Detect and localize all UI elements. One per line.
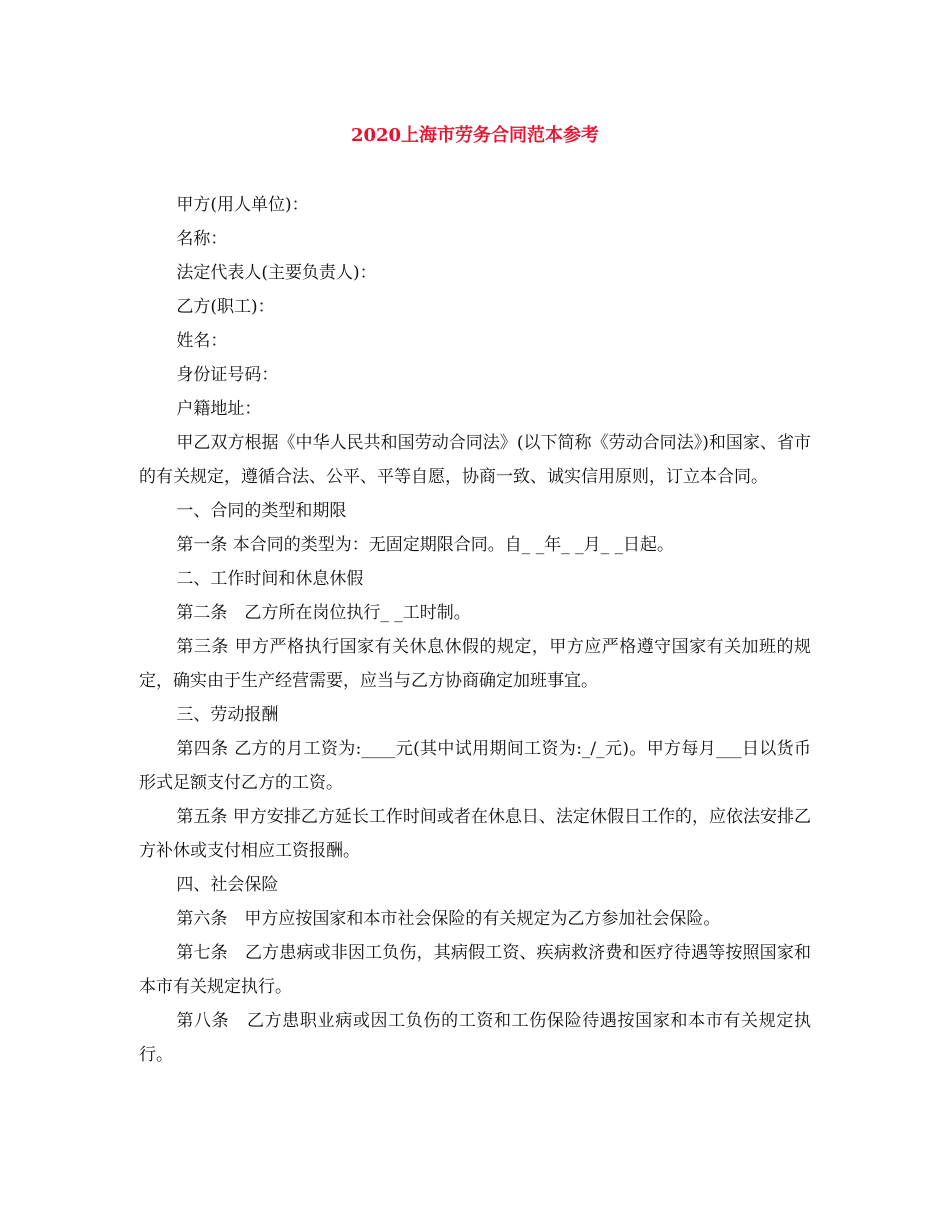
article-2: 第二条 乙方所在岗位执行_ _工时制。 — [176, 603, 471, 623]
id-number-field: 身份证号码： — [176, 365, 279, 385]
section-heading-contract-type: 一、合同的类型和期限 — [176, 501, 347, 521]
party-a-heading: 甲方(用人单位)： — [176, 195, 309, 215]
section-heading-social-insurance: 四、社会保险 — [176, 875, 279, 895]
household-address-field: 户籍地址： — [176, 399, 262, 419]
article-7: 第七条 乙方患病或非因工负伤，其病假工资、疾病救济费和医疗待遇等按照国家和本市有关规定执行。 — [139, 943, 811, 997]
party-b-name-field: 姓名： — [176, 331, 228, 351]
article-6: 第六条 甲方应按国家和本市社会保险的有关规定为乙方参加社会保险。 — [176, 909, 721, 929]
party-b-heading: 乙方(职工)： — [176, 297, 275, 317]
article-3: 第三条 甲方严格执行国家有关休息休假的规定，甲方应严格遵守国家有关加班的规定，确实由于生产经营需要，应当与乙方协商确定加班事宜。 — [139, 637, 811, 691]
article-8: 第八条 乙方患职业病或因工负伤的工资和工伤保险待遇按国家和本市有关规定执行。 — [139, 1011, 811, 1065]
article-4: 第四条 乙方的月工资为:____元(其中试用期间工资为:_/_元)。甲方每月___日以货币形式足额支付乙方的工资。 — [139, 739, 811, 793]
legal-representative-field: 法定代表人(主要负责人)： — [176, 263, 377, 283]
preamble-paragraph: 甲乙双方根据《中华人民共和国劳动合同法》(以下简称《劳动合同法》)和国家、省市的有关规定，遵循合法、公平、平等自愿，协商一致、诚实信用原则，订立本合同。 — [139, 433, 811, 487]
section-heading-working-hours: 二、工作时间和休息休假 — [176, 569, 364, 589]
article-1: 第一条 本合同的类型为：无固定期限合同。自_ _年_ _月_ _日起。 — [176, 535, 675, 555]
section-heading-remuneration: 三、劳动报酬 — [176, 705, 279, 725]
document-title: 2020上海市劳务合同范本参考 — [350, 125, 600, 146]
party-a-name-field: 名称： — [176, 229, 228, 249]
article-5: 第五条 甲方安排乙方延长工作时间或者在休息日、法定休假日工作的，应依法安排乙方补休或支付相应工资报酬。 — [139, 807, 811, 861]
document-body — [139, 188, 811, 1072]
